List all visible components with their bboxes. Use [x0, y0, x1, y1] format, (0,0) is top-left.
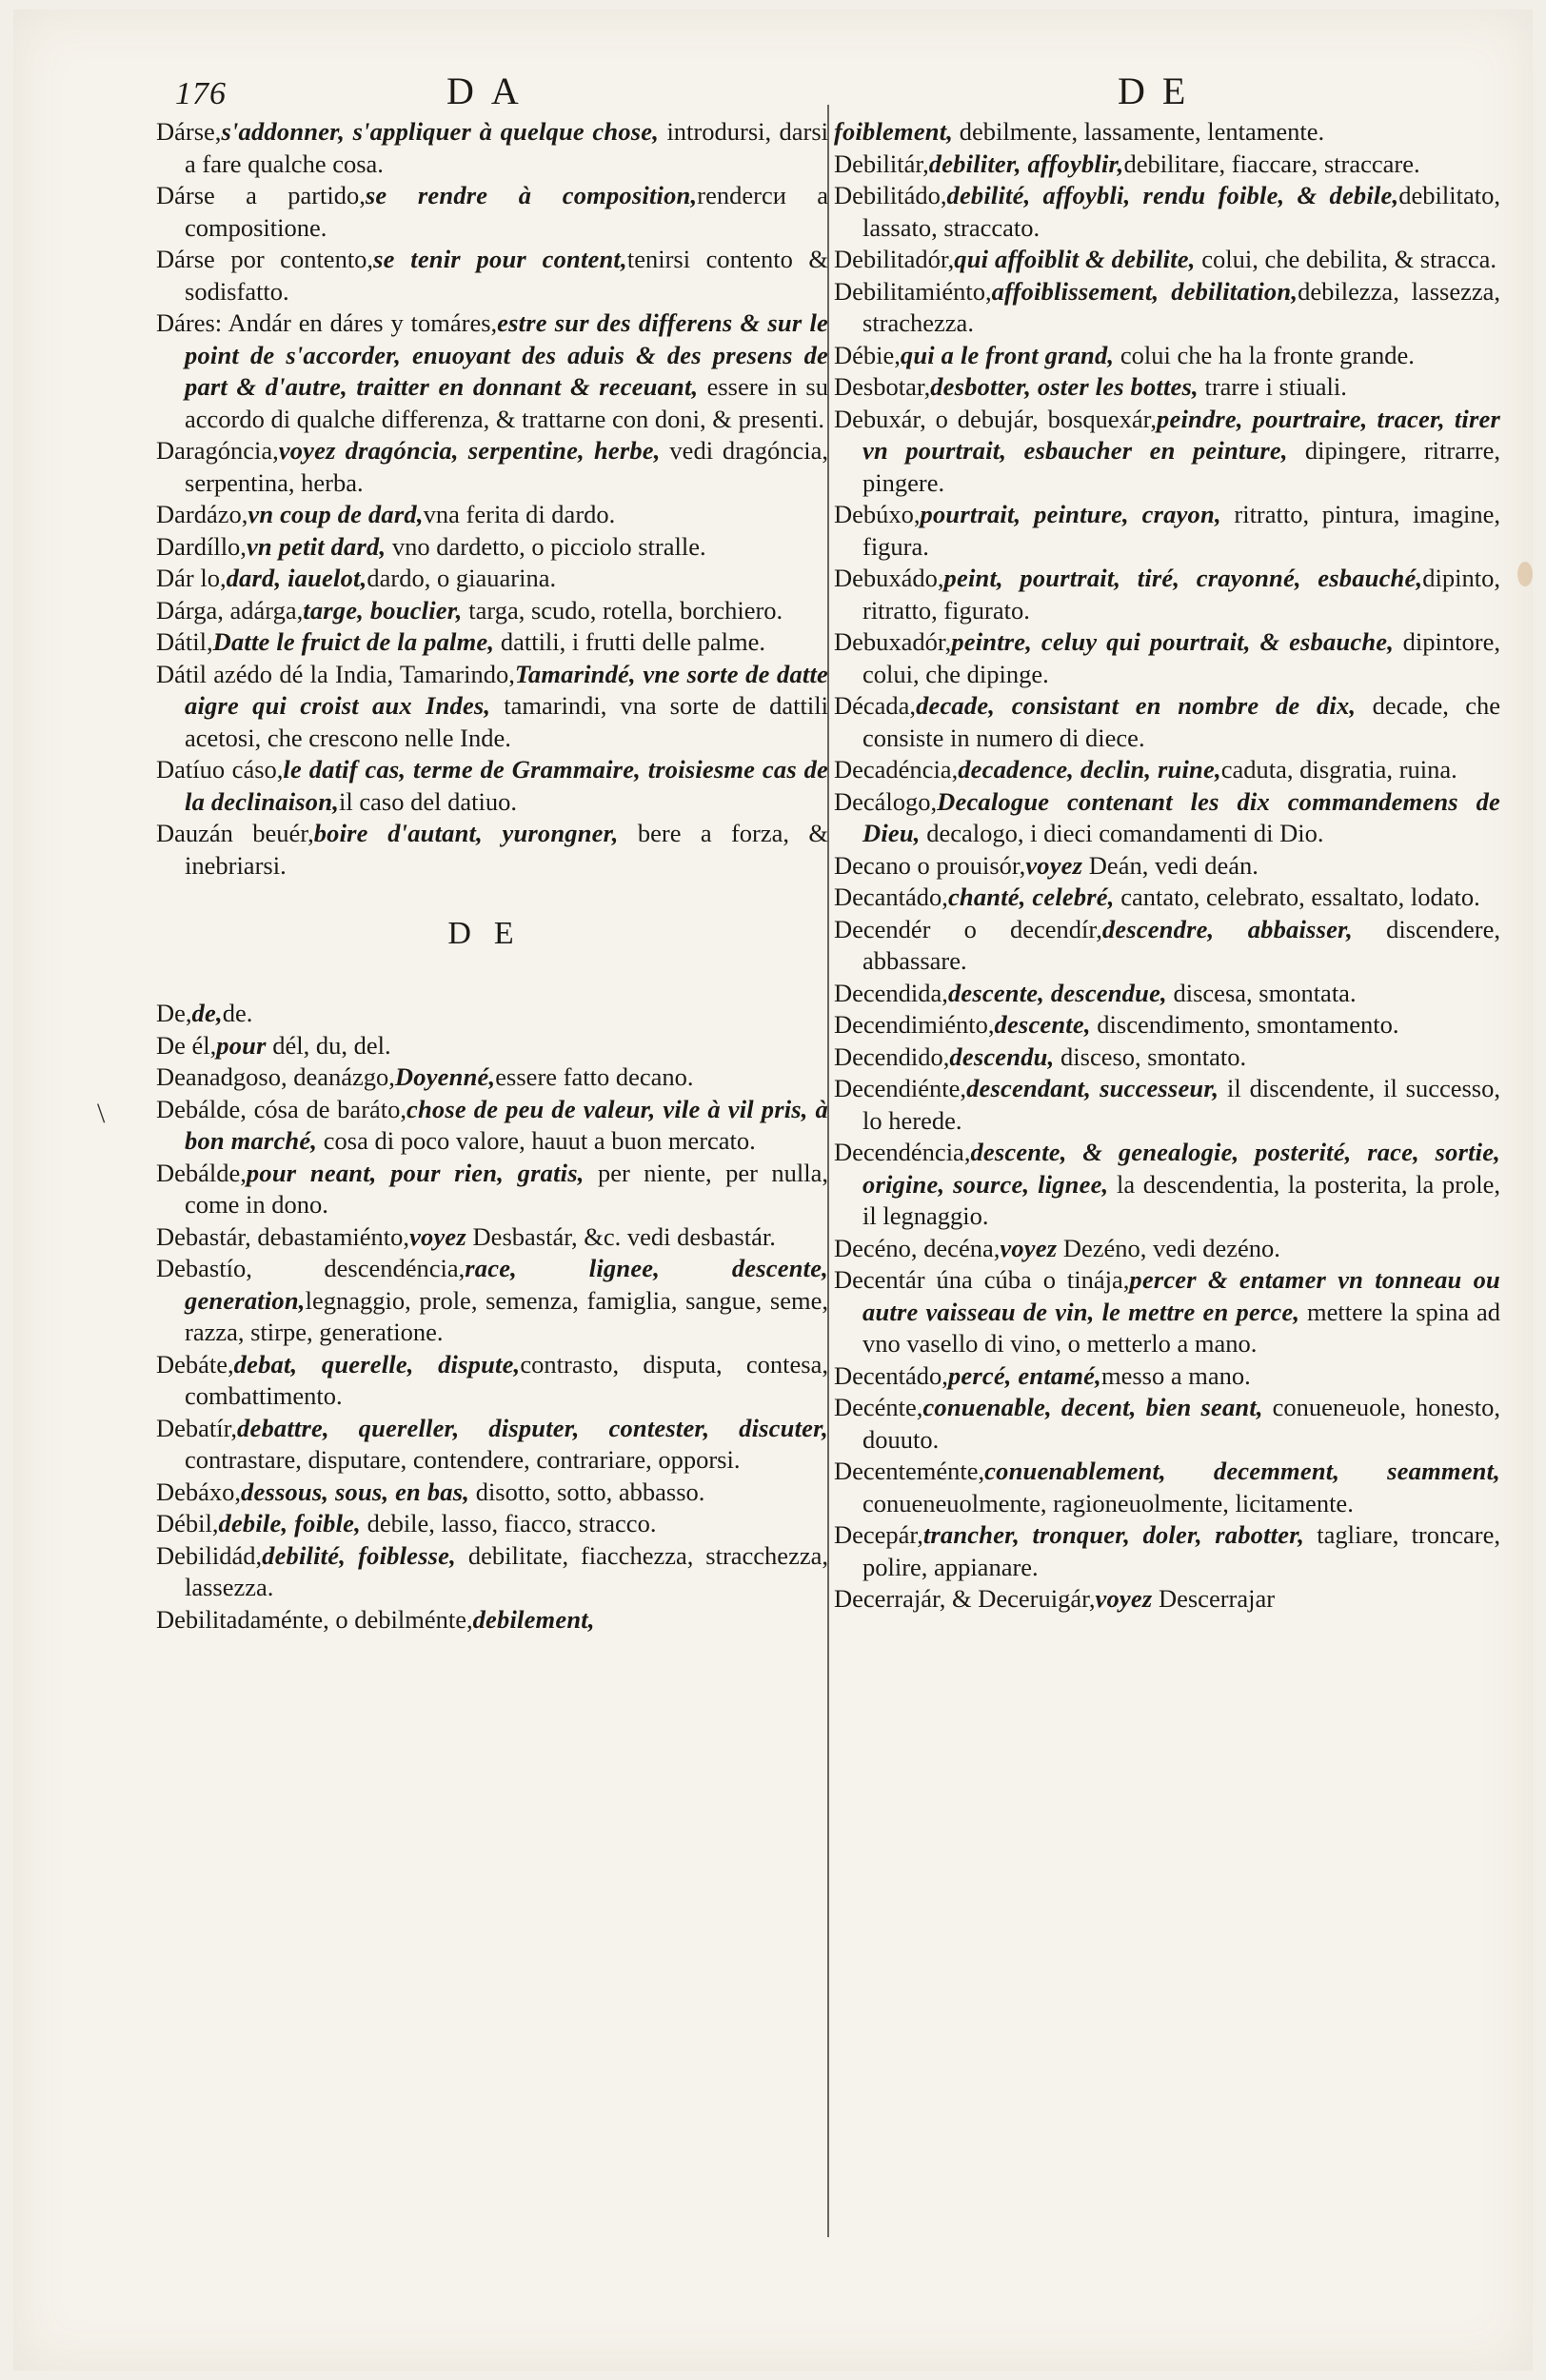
entry-headword: Dárse a partido,	[156, 181, 366, 209]
dictionary-entry	[834, 850, 1500, 883]
entry-headword: Debáxo,	[156, 1477, 242, 1506]
entry-french: voyez	[1095, 1584, 1153, 1613]
entry-headword: Debilitádo,	[834, 181, 947, 209]
dictionary-entry	[156, 531, 828, 564]
entry-italian: dardo, o giauarina.	[367, 564, 557, 592]
entry-french: Tamarindé, vne sorte de datte aigre qui croist aux Indes,	[185, 659, 828, 720]
entry-italian: discendimento, smontamento.	[1090, 1010, 1399, 1039]
entry-french: debilement,	[472, 1604, 595, 1634]
dictionary-entry	[156, 1508, 828, 1540]
entry-italian: renderси a compositione.	[185, 181, 829, 242]
entry-italian: cantato, celebrato, essaltato, lodato.	[1114, 883, 1480, 911]
page-number: 176	[175, 76, 227, 111]
entry-italian: tamarindi, vna sorte de dattili acetosi, che crescono nelle Inde.	[185, 691, 828, 752]
entry-italian: trarre i stiuali.	[1198, 372, 1347, 401]
entry-headword: Decentádo,	[834, 1360, 948, 1390]
dictionary-entry	[834, 626, 1500, 690]
entry-headword: Decénte,	[834, 1393, 923, 1421]
entry-italian: Dezéno, vedi dezéno.	[1057, 1233, 1280, 1262]
dictionary-entry	[156, 180, 828, 244]
dictionary-entry	[156, 1413, 828, 1477]
dictionary-entry	[834, 882, 1500, 914]
entry-headword: Debilitamiénto,	[834, 276, 992, 306]
entry-italian: dipinto, ritratto, figurato.	[862, 564, 1500, 625]
entry-italian: messo a mano.	[1100, 1360, 1251, 1390]
entry-italian: cosa di poco valore, hauut a buon mercato.	[317, 1126, 756, 1155]
entry-italian: dipingere, ritrarre, pingere.	[862, 436, 1501, 497]
dictionary-entry	[834, 149, 1500, 181]
entry-headword: Debilitadór,	[834, 245, 955, 273]
entry-italian: dattili, i frutti delle palme.	[494, 627, 766, 656]
entry-italian: essere in su accordo di qualche differenza, & trattarne con doni, & presenti.	[185, 372, 828, 433]
entry-french: pour	[216, 1030, 267, 1060]
entry-headword: Decendéncia,	[834, 1138, 971, 1166]
entry-french: debile, foible,	[218, 1509, 361, 1537]
dictionary-entry	[834, 1073, 1500, 1137]
dictionary-entry	[834, 1137, 1500, 1233]
entry-french: debilité, affoybli, rendu foible, & debile,	[946, 181, 1399, 209]
entry-french: debattre, quereller, disputer, contester, discuter,	[237, 1413, 828, 1442]
dictionary-page	[13, 10, 1533, 2370]
entry-headword: Debálde, cósa de baráto,	[156, 1094, 407, 1123]
entry-italian: colui che ha la fronte grande.	[1114, 340, 1415, 369]
entry-headword: Debilidád,	[156, 1540, 263, 1570]
entry-french: descendre, abbaisser,	[1101, 914, 1353, 943]
entry-headword: Década,	[834, 691, 917, 720]
dictionary-entry	[156, 116, 828, 180]
dictionary-entry	[156, 1221, 828, 1254]
entry-french: voyez	[409, 1221, 466, 1251]
entry-italian: il caso del datiuo.	[339, 786, 517, 816]
entry-french: le datif cas, terme de Grammaire, troisiesme cas de la declinaison,	[185, 755, 828, 816]
entry-italian: tagliare, troncare, polire, appianare.	[862, 1520, 1500, 1581]
dictionary-entry	[156, 998, 828, 1030]
entry-french: decade, consistant en nombre de dix,	[916, 691, 1357, 720]
entry-french: se tenir pour content,	[373, 245, 627, 273]
entry-french: s'addonner, s'appliquer à quelque chose,	[221, 117, 660, 146]
entry-italian: mettere la spina ad vno vasello di vino, o metterlo a mano.	[862, 1297, 1500, 1358]
entry-french: pour neant, pour rien, gratis,	[246, 1158, 585, 1187]
entry-italian: debilezza, lassezza, strachezza.	[862, 276, 1500, 337]
dictionary-entry	[156, 818, 828, 882]
dictionary-entry	[156, 1477, 828, 1509]
entry-italian: tenirsi contento & sodisfatto.	[185, 245, 828, 306]
entry-headword: Daragóncia,	[156, 436, 279, 465]
dictionary-entry	[156, 1061, 828, 1094]
entry-italian: conueneuole, honesto, douuto.	[862, 1393, 1500, 1454]
entry-headword: Decendiénte,	[834, 1074, 967, 1102]
dictionary-entry	[156, 435, 828, 499]
entry-french: debat, querelle, dispute,	[233, 1349, 521, 1378]
entry-headword: Decenteménte,	[834, 1457, 985, 1485]
entry-headword: Debuxádo,	[834, 564, 944, 592]
entry-headword: Debastár, debastamiénto,	[156, 1221, 410, 1251]
entry-headword: Desbotar,	[834, 372, 931, 401]
entry-french: Doyenné,	[394, 1062, 496, 1091]
entry-headword: Débil,	[156, 1509, 219, 1537]
entry-italian: essere fatto decano.	[495, 1062, 694, 1091]
entry-italian: colui, che debilita, & stracca.	[1195, 245, 1496, 273]
entry-french: debiliter, affoyblir,	[928, 149, 1124, 178]
dictionary-entry	[834, 786, 1500, 850]
entry-french: qui a le front grand,	[900, 340, 1115, 369]
entry-italian: contrastare, disputare, contendere, contrariare, opporsi.	[185, 1445, 741, 1474]
entry-italian: per niente, per nulla, come in dono.	[185, 1158, 828, 1219]
dictionary-entry	[834, 244, 1500, 276]
entry-french: conuenable, decent, bien seant,	[922, 1393, 1263, 1421]
dictionary-entry	[834, 754, 1500, 786]
left-running-heading: DA	[446, 69, 536, 112]
entry-headword: Decendido,	[834, 1041, 950, 1071]
entry-headword: Decano o prouisór,	[834, 850, 1026, 880]
entry-italian: ritratto, pintura, imagine, figura.	[862, 500, 1500, 561]
entry-headword: Dárse por contento,	[156, 245, 374, 273]
entry-headword: Deanadgoso, deanázgo,	[156, 1062, 395, 1091]
entry-italian: vna ferita di dardo.	[423, 500, 616, 528]
entry-italian: bere a forza, & inebriarsi.	[185, 819, 828, 880]
entry-headword: Dár lo,	[156, 564, 227, 592]
entry-headword: De él,	[156, 1030, 217, 1060]
dictionary-entry	[834, 1264, 1500, 1360]
dictionary-entry	[834, 180, 1500, 244]
dictionary-entry	[834, 1233, 1500, 1265]
entry-french: foiblement,	[834, 117, 954, 146]
entry-headword: Debastío, descendéncia,	[156, 1254, 466, 1282]
entry-headword: Decéno, decéna,	[834, 1233, 1001, 1262]
entry-italian: disotto, sotto, abbasso.	[469, 1477, 705, 1506]
entry-headword: Decendida,	[834, 978, 948, 1007]
entry-headword: Decálogo,	[834, 786, 938, 816]
entry-headword: Dárse,	[156, 117, 222, 146]
entry-french: chanté, celebré,	[947, 883, 1115, 911]
dictionary-entry	[156, 307, 828, 435]
entry-french: debilité, foiblesse,	[262, 1540, 456, 1570]
entry-french: de,	[191, 999, 223, 1027]
entry-italian: de.	[222, 999, 253, 1027]
entry-french: conuenablement, decemment, seamment,	[984, 1457, 1500, 1485]
entry-headword: Dardázo,	[156, 500, 248, 528]
section-title-de: DE	[447, 916, 537, 951]
entry-italian: debilitato, lassato, straccato.	[862, 181, 1500, 242]
entry-french: descendant, successeur,	[966, 1074, 1219, 1102]
entry-italian: vedi dragóncia, serpentina, herba.	[185, 436, 828, 497]
entry-headword: Debuxár, o debujár, bosquexár,	[834, 404, 1158, 433]
dictionary-entry	[834, 1009, 1500, 1041]
entry-headword: Dardíllo,	[156, 531, 247, 561]
entry-french: desbotter, oster les bottes,	[930, 372, 1199, 401]
dictionary-entry	[156, 1094, 828, 1158]
dictionary-entry	[156, 244, 828, 307]
entry-headword: Dárga, adárga,	[156, 595, 304, 625]
dictionary-entry	[156, 563, 828, 595]
dictionary-entry	[834, 1360, 1500, 1393]
entry-italian: Deán, vedi deán.	[1082, 850, 1259, 880]
dictionary-entry	[156, 626, 828, 659]
entry-french: boire d'autant, yurongner,	[313, 819, 619, 847]
entry-italian: introdursi, darsi a fare qualche cosa.	[185, 117, 828, 178]
left-entries-bottom	[156, 998, 828, 1636]
entry-french: descente, descendue,	[947, 978, 1167, 1007]
entry-headword: Decerrajár, & Deceruigár,	[834, 1584, 1096, 1613]
entry-french: percer & entamer vn tonneau ou autre vaisseau de vin, le mettre en perce,	[862, 1265, 1500, 1326]
entry-headword: Dauzán beuér,	[156, 819, 314, 847]
entry-headword: Debuxadór,	[834, 627, 952, 656]
left-column	[156, 116, 828, 1636]
entry-french: vn coup de dard,	[248, 500, 424, 528]
dictionary-entry	[156, 1540, 828, 1604]
entry-french: peindre, pourtraire, tracer, tirer vn pourtrait, esbaucher en peinture,	[862, 404, 1500, 465]
entry-italian: dél, du, del.	[266, 1030, 391, 1060]
entry-headword: Débie,	[834, 340, 901, 369]
entry-french: percé, entamé,	[947, 1360, 1101, 1390]
entry-italian: decade, che consiste in numero di diece.	[862, 691, 1500, 752]
dictionary-entry	[834, 1519, 1500, 1583]
entry-headword: Decendér o decendír,	[834, 914, 1102, 943]
dictionary-entry	[834, 371, 1500, 404]
entry-headword: Decendimiénto,	[834, 1010, 995, 1039]
dictionary-entry	[834, 690, 1500, 754]
entry-italian: la descendentia, la posterita, la prole, il legnaggio.	[862, 1169, 1501, 1230]
entry-french: voyez dragóncia, serpentine, herbe,	[278, 436, 661, 465]
entry-french: race, lignee, descente, generation,	[185, 1254, 828, 1315]
entry-italian: debilmente, lassamente, lentamente.	[953, 117, 1325, 146]
entry-french: descendu,	[949, 1041, 1055, 1071]
entry-french: qui affoiblit & debilite,	[954, 245, 1196, 273]
entry-french: pourtrait, peinture, crayon,	[920, 500, 1221, 528]
entry-italian: debile, lasso, fiacco, stracco.	[360, 1509, 657, 1537]
dictionary-entry	[834, 340, 1500, 372]
entry-italian: discendere, abbassare.	[862, 914, 1500, 975]
entry-french: peintre, celuy qui pourtrait, & esbauche,	[951, 627, 1395, 656]
entry-headword: De,	[156, 999, 192, 1027]
entry-headword: Debúxo,	[834, 500, 921, 528]
entry-italian: conueneuolmente, ragioneuolmente, licitamente.	[862, 1488, 1354, 1517]
entry-italian: debilitate, fiacchezza, stracchezza, lassezza.	[185, 1540, 828, 1601]
entry-italian: debilitare, fiaccare, straccare.	[1123, 149, 1420, 178]
dictionary-entry	[834, 1041, 1500, 1074]
entry-headword: Debáte,	[156, 1349, 234, 1378]
entry-french: vn petit dard,	[246, 531, 386, 561]
entry-headword: Decentár úna cúba o tinája,	[834, 1265, 1130, 1294]
entry-french: chose de peu de valeur, vile à vil pris, à bon marché,	[185, 1094, 828, 1155]
entry-italian: vno dardetto, o picciolo stralle.	[386, 531, 706, 561]
entry-headword: Decantádo,	[834, 883, 948, 911]
dictionary-entry	[156, 499, 828, 531]
dictionary-entry	[156, 754, 828, 818]
dictionary-entry	[834, 1456, 1500, 1519]
entry-italian: dipintore, colui, che dipinge.	[862, 627, 1500, 688]
entry-italian: il discendente, il successo, lo herede.	[862, 1074, 1500, 1135]
dictionary-entry	[156, 1158, 828, 1221]
dictionary-entry	[834, 499, 1500, 563]
entry-headword: Decepár,	[834, 1520, 923, 1549]
entry-french: descente,	[994, 1010, 1091, 1039]
entry-headword: Debilitadaménte, o debilménte,	[156, 1604, 473, 1634]
dictionary-entry	[834, 404, 1500, 500]
dictionary-entry	[156, 659, 828, 755]
margin-mark: \	[97, 1098, 106, 1129]
entry-headword: Debilitár,	[834, 149, 929, 178]
entry-italian: discesa, smontata.	[1166, 978, 1357, 1007]
dictionary-entry	[834, 978, 1500, 1010]
paper-stain	[1517, 562, 1533, 586]
dictionary-entry	[834, 276, 1500, 340]
dictionary-entry	[156, 595, 828, 627]
entry-french: dessous, sous, en bas,	[241, 1477, 470, 1506]
entry-french: Datte le fruict de la palme,	[212, 627, 495, 656]
entry-headword: Dátil,	[156, 627, 213, 656]
entry-french: peint, pourtrait, tiré, crayonné, esbauché,	[943, 564, 1423, 592]
right-column	[834, 116, 1500, 1616]
entry-italian: contrasto, disputa, contesa, combattimento.	[185, 1349, 828, 1410]
dictionary-entry	[834, 914, 1500, 978]
dictionary-entry	[834, 563, 1500, 626]
entry-italian: caduta, disgratia, ruina.	[1220, 755, 1457, 783]
right-entries	[834, 116, 1500, 1616]
dictionary-entry	[156, 1030, 828, 1062]
entry-french: Decalogue contenant les dix commandemens de Dieu,	[862, 786, 1500, 847]
entry-headword: Dáres: Andár en dáres y tomáres,	[156, 308, 498, 337]
entry-french: voyez	[1025, 850, 1083, 880]
entry-headword: Dátil azédo dé la India, Tamarindo,	[156, 659, 515, 688]
entry-french: affoiblissement, debilitation,	[991, 276, 1298, 306]
entry-italian: decalogo, i dieci comandamenti di Dio.	[920, 819, 1324, 847]
dictionary-entry	[156, 1253, 828, 1349]
entry-headword: Debatír,	[156, 1413, 238, 1442]
entry-french: decadence, declin, ruine,	[958, 755, 1221, 783]
dictionary-entry	[834, 1392, 1500, 1456]
entry-headword: Decadéncia,	[834, 755, 959, 783]
entry-italian: Descerrajar	[1152, 1584, 1276, 1613]
right-running-heading: DE	[1118, 69, 1203, 112]
entry-italian: disceso, smontato.	[1054, 1041, 1247, 1071]
entry-french: voyez	[1000, 1233, 1058, 1262]
entry-headword: Debálde,	[156, 1158, 247, 1187]
entry-french: se rendre à composition,	[365, 181, 698, 209]
entry-french: estre sur des differens & sur le point de s'accorder, enuoyant des aduis & des presens de part & d'autre, traitter en donnant & receuant,	[185, 308, 829, 401]
dictionary-entry	[156, 1349, 828, 1413]
left-entries-top	[156, 116, 828, 882]
entry-french: descente, & genealogie, posterité, race, sortie, origine, source, lignee,	[862, 1138, 1500, 1199]
dictionary-entry	[834, 1583, 1500, 1616]
entry-italian: targa, scudo, rotella, borchiero.	[462, 595, 783, 625]
entry-french: targe, bouclier,	[303, 595, 463, 625]
entry-headword: Datíuo cáso,	[156, 755, 284, 783]
dictionary-entry	[834, 116, 1500, 149]
entry-italian: Desbastár, &c. vedi desbastár.	[466, 1221, 776, 1251]
entry-italian: legnaggio, prole, semenza, famiglia, sangue, seme, razza, stirpe, generatione.	[185, 1285, 828, 1346]
dictionary-entry	[156, 1604, 828, 1636]
entry-french: dard, iauelot,	[226, 564, 367, 592]
entry-french: trancher, tronquer, doler, rabotter,	[922, 1520, 1305, 1549]
